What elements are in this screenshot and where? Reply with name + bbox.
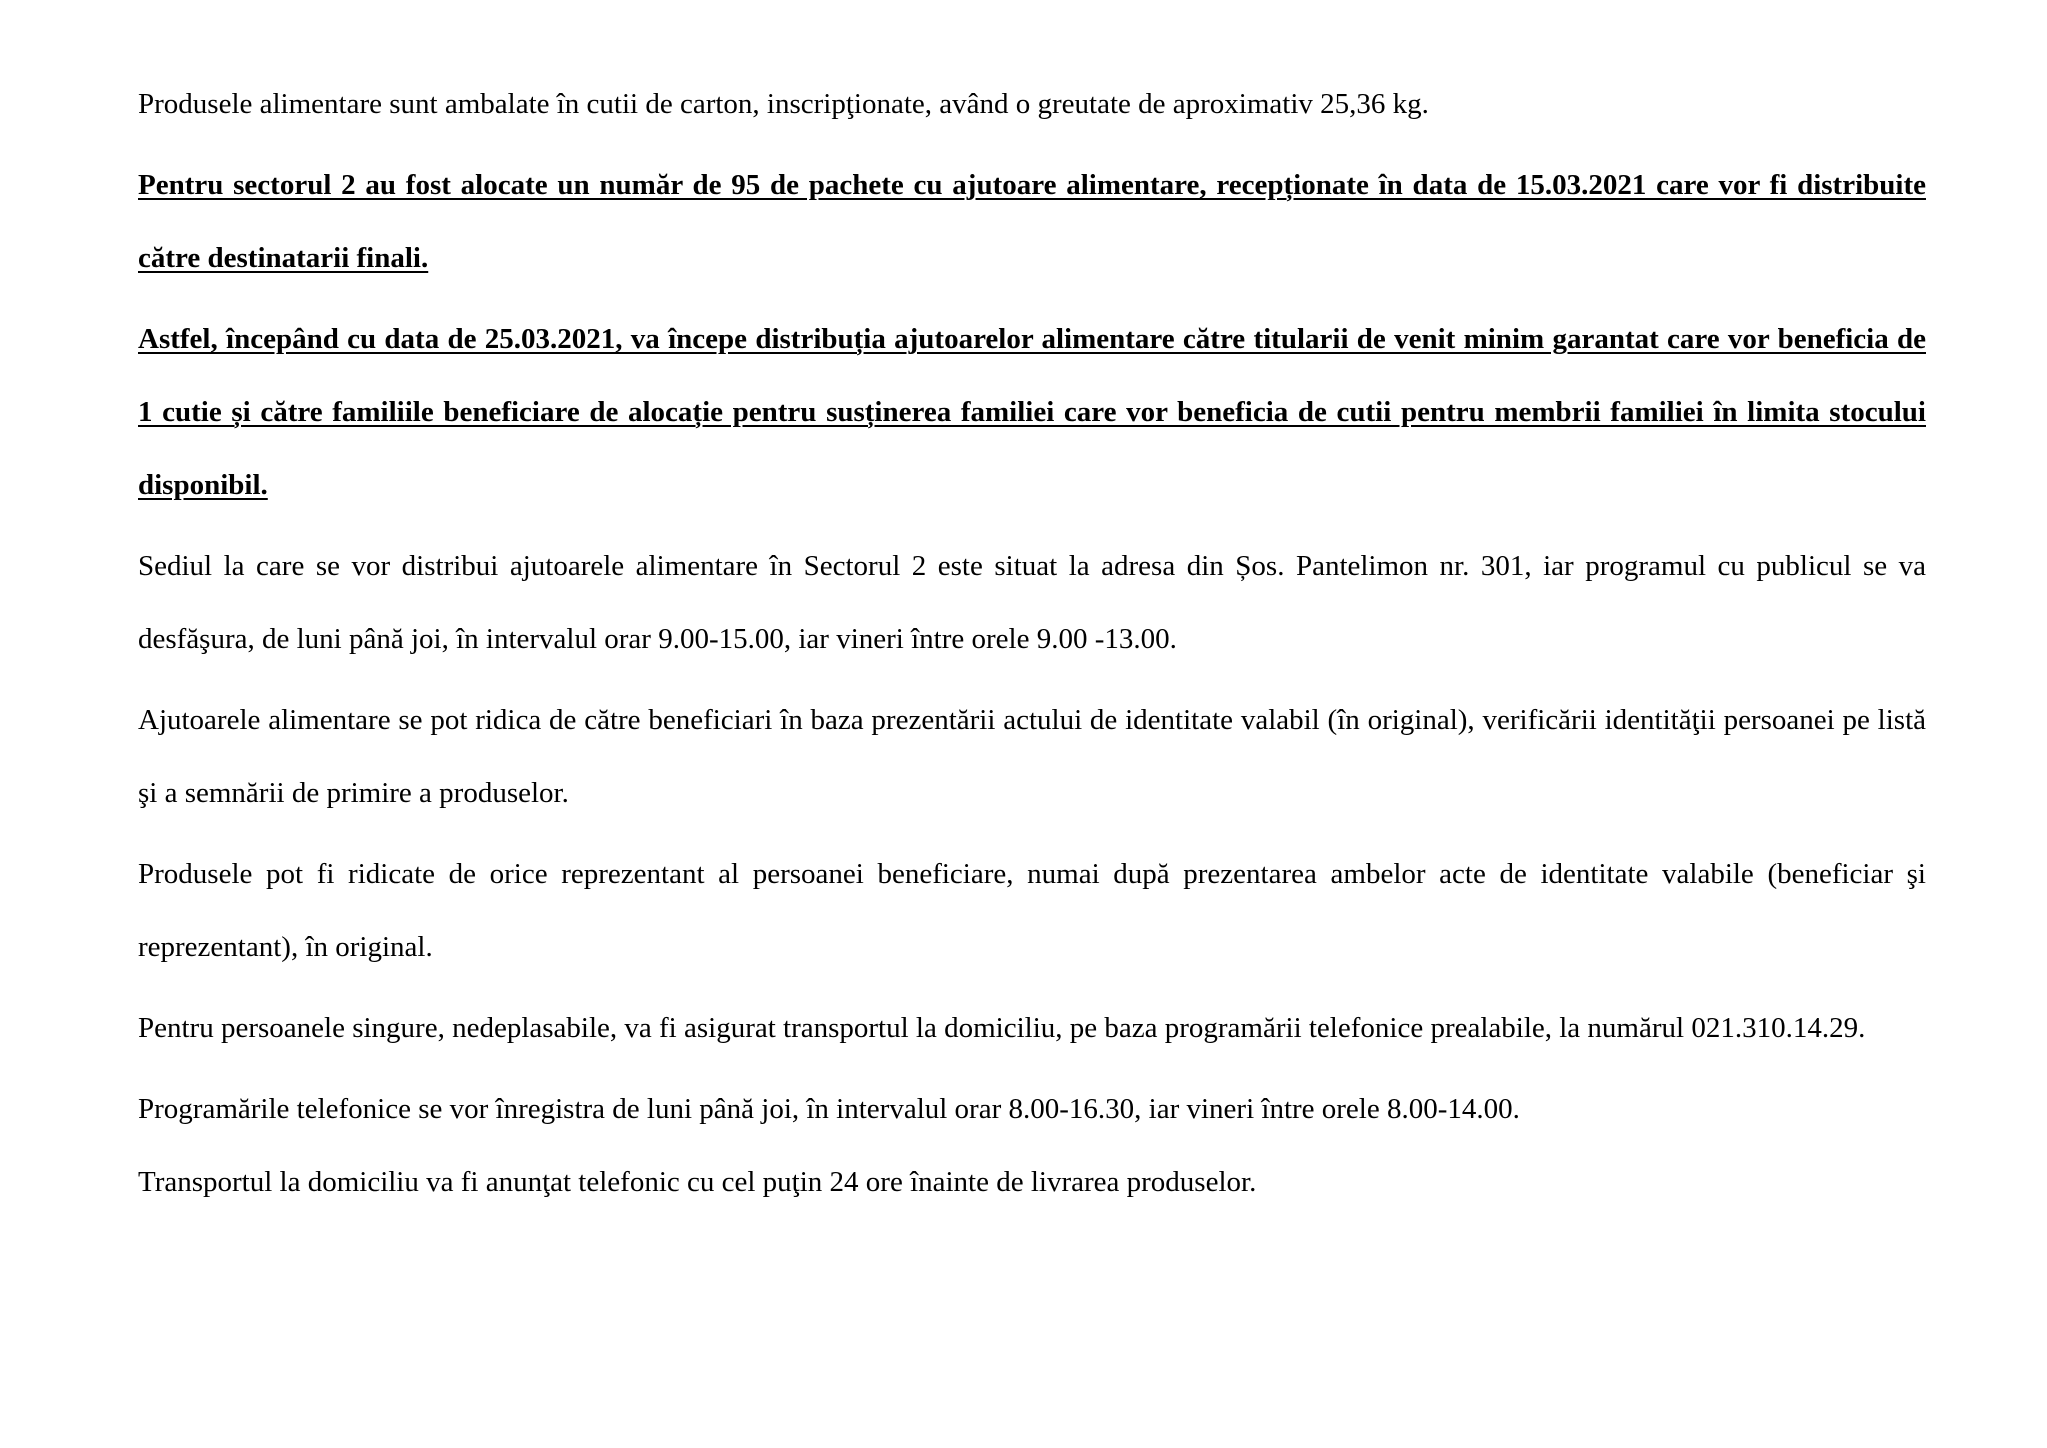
paragraph-allocation: Pentru sectorul 2 au fost alocate un număr de 95 de pachete cu ajutoare alimentare, recepționate în data de 15.03.2021 care vor fi distribuite către destinatarii finali. (138, 169, 1926, 274)
paragraph-packaging: Produsele alimentare sunt ambalate în cutii de carton, inscripţionate, având o greutate de aproximativ 25,36 kg. (138, 88, 1429, 120)
paragraph-phone-schedule: Programările telefonice se vor înregistra de luni până joi, în intervalul orar 8.00-16.30, iar vineri între orele 8.00-14.00. (138, 1093, 1520, 1125)
paragraph-distribution-start: Astfel, începând cu data de 25.03.2021, va începe distribuția ajutoarelor alimentare către titularii de venit minim garantat care vor beneficia de 1 cutie și către familiile beneficiare de alocație pentru susținerea familiei care vor beneficia de cutii pentru membrii familiei în limita stocului disponibil. (138, 323, 1926, 501)
paragraph-delivery-notice: Transportul la domiciliu va fi anunţat telefonic cu cel puţin 24 ore înainte de livrarea produselor. (138, 1166, 1257, 1198)
paragraph-pickup-requirements: Ajutoarele alimentare se pot ridica de către beneficiari în baza prezentării actului de identitate valabil (în original), verificării identităţii persoanei pe listă şi a semnării de primire a produselor. (138, 704, 1926, 809)
paragraph-home-delivery: Pentru persoanele singure, nedeplasabile, va fi asigurat transportul la domiciliu, pe baza programării telefonice prealabile, la numărul 021.310.14.29. (138, 1012, 1866, 1044)
paragraph-representative: Produsele pot fi ridicate de orice reprezentant al persoanei beneficiare, numai după prezentarea ambelor acte de identitate valabile (beneficiar şi reprezentant), în original. (138, 858, 1926, 963)
paragraph-location-schedule: Sediul la care se vor distribui ajutoarele alimentare în Sectorul 2 este situat la adresa din Șos. Pantelimon nr. 301, iar programul cu publicul se va desfăşura, de luni până joi, în intervalul orar 9.00-15.00, iar vineri între orele 9.00 -13.00. (138, 550, 1926, 655)
document-page (138, 68, 1926, 1219)
